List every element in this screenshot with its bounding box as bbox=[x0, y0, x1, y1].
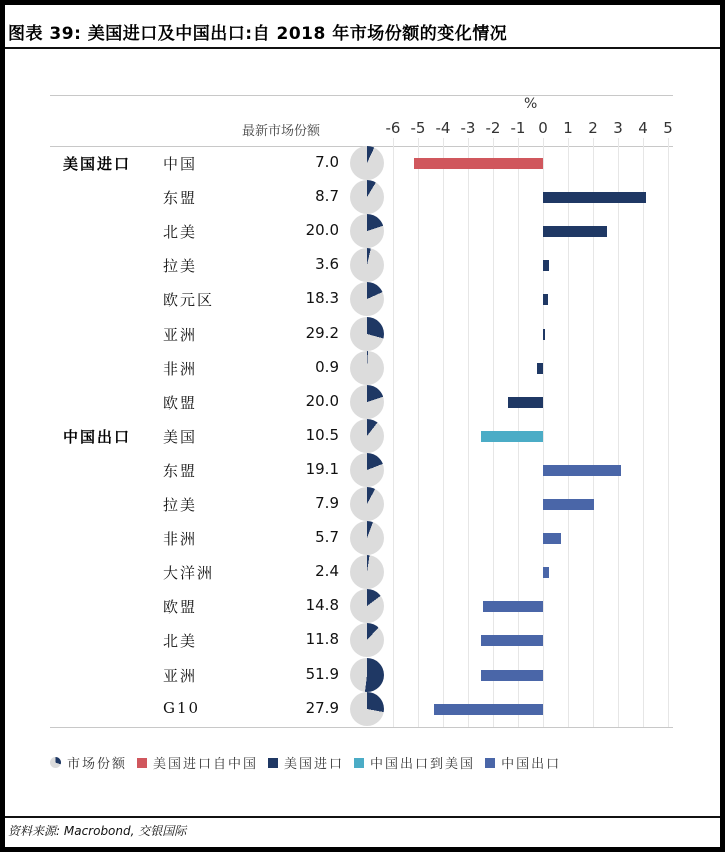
legend-swatch-icon bbox=[485, 758, 495, 768]
region-label: 非洲 bbox=[163, 359, 198, 378]
chart-row bbox=[5, 249, 720, 283]
x-tick-label: 2 bbox=[588, 119, 598, 137]
legend-label: 美国进口自中国 bbox=[153, 757, 259, 772]
chart-row bbox=[5, 352, 720, 386]
legend-item bbox=[137, 753, 258, 772]
market-share-value: 29.2 bbox=[305, 323, 339, 342]
share-change-bar bbox=[483, 601, 543, 612]
page bbox=[5, 5, 720, 847]
market-share-value: 20.0 bbox=[305, 221, 339, 240]
share-change-bar bbox=[434, 704, 543, 715]
market-share-value: 10.5 bbox=[305, 425, 339, 444]
market-share-pie bbox=[350, 521, 384, 555]
region-label: 亚洲 bbox=[163, 325, 198, 344]
region-label: 非洲 bbox=[163, 530, 198, 549]
market-share-value: 51.9 bbox=[305, 664, 339, 683]
share-change-bar bbox=[481, 431, 544, 442]
share-change-bar bbox=[543, 465, 621, 476]
market-share-value: 19.1 bbox=[305, 459, 339, 478]
x-tick-label: 5 bbox=[663, 119, 673, 137]
share-change-bar bbox=[543, 499, 594, 510]
market-share-value: 3.6 bbox=[315, 255, 339, 274]
region-label: 东盟 bbox=[163, 189, 198, 208]
region-label: 欧元区 bbox=[163, 291, 215, 310]
market-share-pie bbox=[350, 351, 384, 385]
chart-top-rule bbox=[50, 95, 673, 96]
chart-row bbox=[5, 147, 720, 181]
market-share-value: 2.4 bbox=[315, 562, 339, 581]
market-share-value: 7.9 bbox=[315, 494, 339, 512]
legend-label: 中国出口 bbox=[501, 757, 562, 772]
share-change-bar bbox=[481, 635, 544, 646]
legend-swatch-icon bbox=[268, 758, 278, 768]
chart-row bbox=[5, 454, 720, 488]
legend-label: 市场份额 bbox=[67, 757, 128, 772]
market-share-pie bbox=[350, 623, 384, 657]
chart-row bbox=[5, 488, 720, 522]
market-share-value: 7.0 bbox=[315, 153, 339, 171]
x-tick-label: 0 bbox=[538, 119, 548, 137]
region-label: 东盟 bbox=[163, 461, 198, 480]
market-share-value: 5.7 bbox=[315, 528, 339, 547]
market-share-pie bbox=[350, 282, 384, 316]
market-share-value: 14.8 bbox=[305, 596, 339, 615]
x-tick-label: -4 bbox=[435, 119, 451, 137]
chart-row bbox=[5, 215, 720, 249]
chart-row bbox=[5, 659, 720, 693]
region-label: 拉美 bbox=[163, 496, 198, 514]
legend-swatch-icon bbox=[137, 758, 147, 768]
x-tick-label: -2 bbox=[485, 119, 501, 137]
chart-row bbox=[5, 522, 720, 556]
share-change-bar bbox=[543, 192, 646, 203]
region-label: G10 bbox=[163, 698, 201, 717]
share-change-bar bbox=[537, 363, 543, 374]
x-tick-label: -6 bbox=[385, 119, 401, 137]
market-share-pie bbox=[350, 180, 384, 214]
market-share-value: 18.3 bbox=[305, 289, 339, 308]
group-label: 美国进口 bbox=[63, 155, 132, 173]
legend-item bbox=[268, 753, 344, 772]
region-label: 亚洲 bbox=[163, 666, 198, 685]
share-change-bar bbox=[414, 158, 543, 169]
market-share-pie bbox=[350, 385, 384, 419]
market-share-header: 最新市场份额 bbox=[242, 124, 321, 139]
chart-row bbox=[5, 181, 720, 215]
region-label: 北美 bbox=[163, 223, 198, 242]
chart-row bbox=[5, 624, 720, 658]
chart-row bbox=[5, 283, 720, 317]
share-change-bar bbox=[543, 567, 549, 578]
x-tick-label: -5 bbox=[410, 119, 426, 137]
chart-title: 图表 39: 美国进口及中国出口:自 2018 年市场份额的变化情况 bbox=[8, 24, 508, 44]
x-tick-label: 4 bbox=[638, 119, 648, 137]
region-label: 中国 bbox=[163, 155, 198, 173]
chart-row bbox=[5, 590, 720, 624]
x-tick-label: 3 bbox=[613, 119, 623, 137]
x-tick-label: 1 bbox=[563, 119, 573, 137]
market-share-value: 27.9 bbox=[305, 698, 339, 717]
market-share-pie bbox=[350, 419, 384, 453]
market-share-pie bbox=[350, 317, 384, 351]
source-divider bbox=[5, 816, 720, 818]
axis-unit-label: % bbox=[524, 96, 538, 112]
chart-row bbox=[5, 386, 720, 420]
market-share-pie bbox=[350, 658, 384, 692]
legend-item bbox=[485, 753, 561, 772]
legend-item bbox=[50, 753, 127, 772]
share-change-bar bbox=[543, 329, 545, 340]
x-tick-label: -3 bbox=[460, 119, 476, 137]
share-change-bar bbox=[508, 397, 543, 408]
chart-row bbox=[5, 420, 720, 454]
share-change-bar bbox=[543, 294, 548, 305]
share-change-bar bbox=[543, 260, 549, 271]
group-label: 中国出口 bbox=[63, 427, 132, 446]
share-change-bar bbox=[543, 533, 561, 544]
chart-row bbox=[5, 693, 720, 727]
chart-bottom-rule bbox=[50, 727, 673, 728]
market-share-pie bbox=[350, 248, 384, 282]
market-share-pie bbox=[350, 692, 384, 726]
source-note: 资料来源: Macrobond, 交银国际 bbox=[8, 824, 187, 838]
market-share-pie bbox=[350, 214, 384, 248]
region-label: 欧盟 bbox=[163, 393, 198, 412]
share-change-bar bbox=[481, 670, 544, 681]
market-share-pie bbox=[350, 589, 384, 623]
chart-area bbox=[5, 5, 720, 805]
market-share-value: 20.0 bbox=[305, 391, 339, 410]
legend-item bbox=[354, 753, 475, 772]
market-share-pie bbox=[350, 555, 384, 589]
legend bbox=[50, 753, 571, 772]
market-share-pie bbox=[350, 146, 384, 180]
share-change-bar bbox=[543, 226, 607, 237]
region-label: 欧盟 bbox=[163, 598, 198, 617]
x-tick-label: -1 bbox=[510, 119, 526, 137]
market-share-value: 8.7 bbox=[315, 187, 339, 206]
pie-legend-icon bbox=[50, 757, 61, 768]
legend-swatch-icon bbox=[354, 758, 364, 768]
market-share-value: 11.8 bbox=[305, 630, 339, 649]
region-label: 拉美 bbox=[163, 257, 198, 276]
legend-label: 中国出口到美国 bbox=[370, 757, 476, 772]
region-label: 大洋洲 bbox=[163, 564, 215, 583]
region-label: 北美 bbox=[163, 632, 198, 651]
chart-row bbox=[5, 318, 720, 352]
market-share-pie bbox=[350, 487, 384, 521]
market-share-pie bbox=[350, 453, 384, 487]
legend-label: 美国进口 bbox=[284, 757, 345, 772]
chart-row bbox=[5, 556, 720, 590]
region-label: 美国 bbox=[163, 427, 198, 446]
market-share-value: 0.9 bbox=[315, 357, 339, 376]
